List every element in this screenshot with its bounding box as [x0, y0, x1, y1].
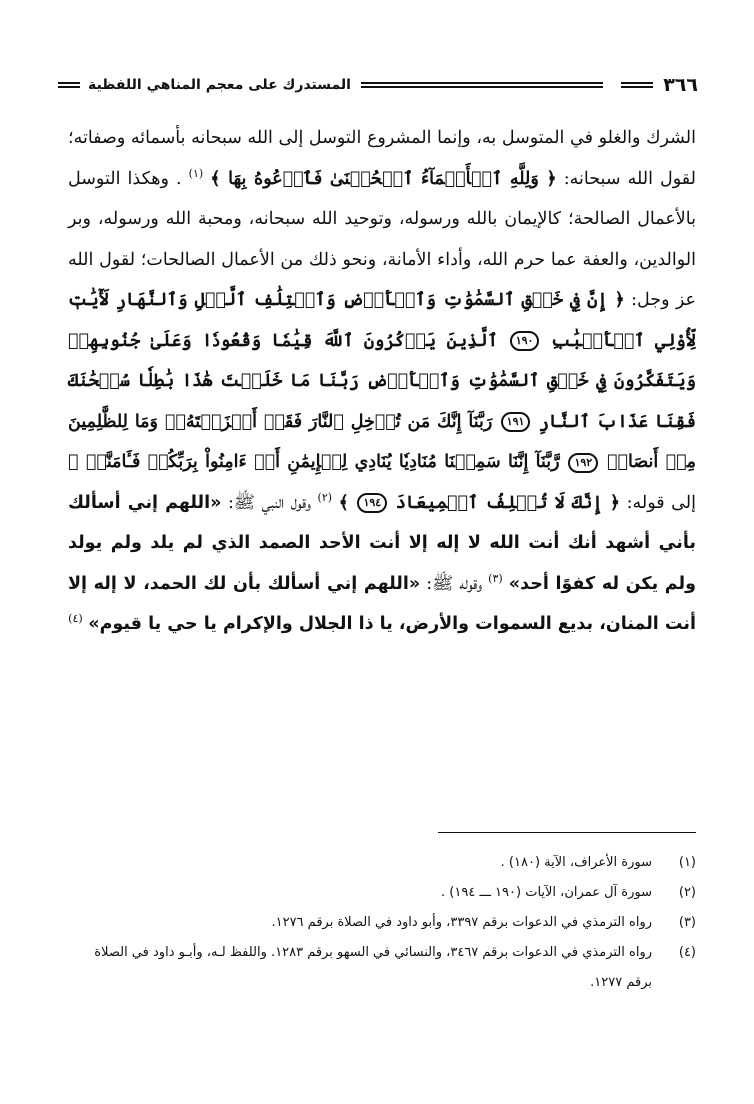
footnote-text: رواه الترمذي في الدعوات برقم ٣٣٩٧، وأبو داود في الصلاة برقم ١٢٧٦. [271, 915, 652, 930]
page-header [58, 70, 698, 100]
header-tail-rule [58, 82, 80, 88]
footnote-ref-1[interactable]: (١) [188, 166, 204, 180]
footnote-item [68, 938, 696, 998]
main-text [68, 118, 696, 645]
ayah-number-194: ١٩٤ [357, 493, 387, 513]
quran-verse-imran-191: ٱلَّذِينَ يَذۡكُرُونَ ٱللَّهَ قِيَٰمٗا وَقُعُودٗا وَعَلَىٰ جُنُوبِهِمۡ وَيَتَفَكَّرُونَ فِي خَلۡقِ ٱلسَّمَٰوَٰتِ وَٱلۡأَرۡضِ رَبَّنَا مَا خَلَقۡتَ هَٰذَا بَٰطِلٗا سُبۡحَٰنَكَ فَقِنَا عَذَابَ ٱلنَّارِ [68, 330, 696, 432]
footnote-number: (٣) [678, 915, 696, 930]
main-paragraph [68, 118, 696, 645]
header-lead-rule [621, 82, 653, 88]
quran-verse-araf: ﴿ وَلِلَّهِ ٱلۡأَسۡمَآءُ ٱلۡحُسۡنَىٰ فَٱدۡعُوهُ بِهَا ﴾ [210, 168, 557, 189]
prophet-said-text: وقول النبي ﷺ: [228, 492, 311, 513]
footnotes-list [68, 848, 696, 998]
hadith-1: «اللهم إني أسألك بأني أشهد أنك أنت الله لا إله إلا أنت الأحد الصمد الذي لم يلد ولم يولد ولم يكن له كفوًا أحد» [68, 492, 696, 594]
quran-verse-imran-190: ﴿ إِنَّ فِي خَلۡقِ ٱلسَّمَٰوَٰتِ وَٱلۡأَرۡضِ وَٱخۡتِلَٰفِ ٱلَّيۡلِ وَٱلنَّهَارِ لَأٓيَٰتٖ لِّأُوْلِي ٱلۡأَلۡبَٰبِ [68, 290, 696, 351]
hadith-2: «اللهم إني أسألك بأن لك الحمد، لا إله إلا أنت المنان، بديع السموات والأرض، يا ذا الجلال والإكرام يا حي يا قيوم» [68, 573, 696, 634]
footnote-ref-3[interactable]: (٣) [488, 571, 503, 585]
header-double-rule [361, 82, 603, 88]
footnote-item [68, 848, 696, 878]
footnote-number: (١) [678, 855, 696, 870]
footnote-number: (٢) [678, 885, 696, 900]
tawassul-text: . وهكذا التوسل بالأعمال الصالحة؛ كالإيمان بالله ورسوله، وتوحيد الله سبحانه، ومحبة الله ورسوله، وبر الوالدين، والعفة عما حرم الله، وأداء الأمانة، ونحو ذلك من الأعمال الصالحات؛ لقول الله عز وجل: [68, 168, 696, 310]
quran-verse-imran-193: رَّبَّنَآ إِنَّنَا سَمِعۡنَا مُنَادِيٗا يُنَادِي لِلۡإِيمَٰنِ أَنۡ ءَامِنُواْ بِرَبِّكُمۡ فَـَٔامَنَّاۚ ﴾ [68, 452, 560, 472]
ayah-number-190: ١٩٠ [510, 331, 540, 351]
footnote-number: (٤) [678, 945, 696, 960]
intro-text: الشرك والغلو في المتوسل به، وإنما المشروع التوسل إلى الله سبحانه بأسمائه وصفاته؛ لقول الله سبحانه: [68, 128, 696, 189]
his-saying-text: وقوله ﷺ: [426, 573, 483, 594]
footnote-ref-4[interactable]: (٤) [68, 612, 83, 626]
ayah-number-191: ١٩١ [501, 412, 531, 432]
footnote-text: رواه الترمذي في الدعوات برقم ٣٤٦٧، والنسائي في السهو برقم ١٢٨٣. واللفظ لـه، وأبـو داود في الصلاة برقم ١٢٧٧. [94, 945, 652, 990]
footnote-text: سورة الأعراف، الآية (١٨٠) . [500, 855, 652, 870]
footnote-item [68, 878, 696, 908]
footnote-divider [438, 832, 696, 833]
running-title: المستدرك على معجم المناهي اللفظية [88, 77, 351, 93]
footnote-item [68, 908, 696, 938]
footnote-text: سورة آل عمران، الآيات (١٩٠ ـــ ١٩٤) . [441, 885, 652, 900]
footnote-ref-2[interactable]: (٢) [317, 490, 333, 504]
until-his-saying: إلى قوله: [626, 492, 696, 513]
quran-close-bracket: ﴾ [338, 492, 349, 513]
quran-verse-imran-194: ﴿ إِنَّكَ لَا تُخۡلِفُ ٱلۡمِيعَادَ [395, 492, 620, 513]
page-number: ٣٦٦ [663, 74, 698, 96]
ayah-number-192: ١٩٢ [568, 453, 598, 473]
quran-verse-imran-192: رَبَّنَآ إِنَّكَ مَن تُدۡخِلِ ٱلنَّارَ فَقَدۡ أَخۡزَيۡتَهُۥۖ وَمَا لِلظَّٰلِمِينَ مِنۡ أَنصَارٖ [68, 411, 696, 472]
